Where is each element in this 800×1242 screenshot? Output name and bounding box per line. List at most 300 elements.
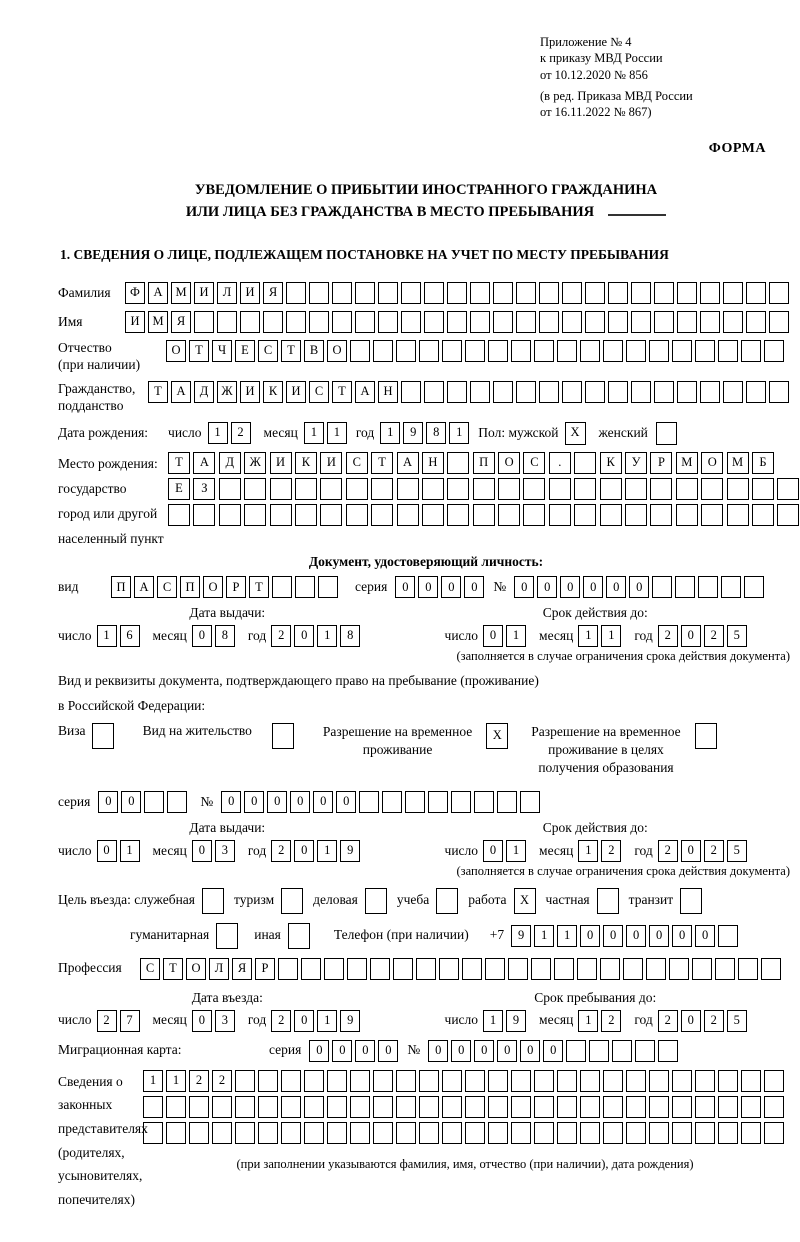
patronymic-cell[interactable] bbox=[396, 340, 416, 362]
patronymic-cell[interactable] bbox=[511, 340, 531, 362]
permit-number-cell[interactable] bbox=[451, 791, 471, 813]
patronymic-cell[interactable] bbox=[350, 340, 370, 362]
patronymic-cell[interactable]: В bbox=[304, 340, 324, 362]
stay-year-cell[interactable]: 0 bbox=[681, 1010, 701, 1032]
patronymic-cell[interactable] bbox=[373, 340, 393, 362]
permit-number-cell[interactable] bbox=[497, 791, 517, 813]
birthplace-cell[interactable] bbox=[574, 452, 596, 474]
representatives-cell[interactable] bbox=[350, 1070, 370, 1092]
birthplace-cell[interactable] bbox=[447, 452, 469, 474]
surname-cell[interactable] bbox=[424, 282, 444, 304]
id-valid-month-cell[interactable]: 1 bbox=[601, 625, 621, 647]
representatives-cell[interactable] bbox=[534, 1122, 554, 1144]
representatives-cell[interactable] bbox=[442, 1070, 462, 1092]
birthplace-cell[interactable] bbox=[727, 478, 749, 500]
id-number-cell[interactable] bbox=[721, 576, 741, 598]
representatives-cell[interactable] bbox=[557, 1070, 577, 1092]
birthplace-cell[interactable]: М bbox=[727, 452, 749, 474]
surname-cell[interactable] bbox=[401, 282, 421, 304]
birthplace-cell[interactable] bbox=[473, 504, 495, 526]
permit-number-cell[interactable]: 0 bbox=[313, 791, 333, 813]
patronymic-cell[interactable] bbox=[672, 340, 692, 362]
birthplace-cell[interactable]: А bbox=[397, 452, 419, 474]
birthplace-cell[interactable] bbox=[244, 504, 266, 526]
birthplace-cell[interactable]: Н bbox=[422, 452, 444, 474]
representatives-cell[interactable] bbox=[304, 1122, 324, 1144]
representatives-cell[interactable] bbox=[534, 1096, 554, 1118]
representatives-cell[interactable] bbox=[166, 1122, 186, 1144]
id-number-cell[interactable] bbox=[652, 576, 672, 598]
surname-cell[interactable] bbox=[608, 282, 628, 304]
representatives-cell[interactable] bbox=[465, 1070, 485, 1092]
representatives-cell[interactable] bbox=[212, 1122, 232, 1144]
representatives-cell[interactable] bbox=[580, 1070, 600, 1092]
representatives-cell[interactable] bbox=[626, 1096, 646, 1118]
patronymic-cell[interactable] bbox=[465, 340, 485, 362]
permit-number-cell[interactable]: 0 bbox=[221, 791, 241, 813]
representatives-cell[interactable] bbox=[695, 1122, 715, 1144]
id-issue-year-cell[interactable]: 2 bbox=[271, 625, 291, 647]
stay-year-cell[interactable]: 2 bbox=[658, 1010, 678, 1032]
representatives-cell[interactable] bbox=[557, 1122, 577, 1144]
surname-cell[interactable]: Я bbox=[263, 282, 283, 304]
birthplace-cell[interactable] bbox=[701, 478, 723, 500]
profession-cell[interactable] bbox=[416, 958, 436, 980]
surname-cell[interactable]: И bbox=[240, 282, 260, 304]
birthplace-cell[interactable]: Б bbox=[752, 452, 774, 474]
representatives-cell[interactable] bbox=[396, 1096, 416, 1118]
citizenship-cell[interactable] bbox=[723, 381, 743, 403]
entry-day-cell[interactable]: 7 bbox=[120, 1010, 140, 1032]
female-checkbox-cell[interactable] bbox=[656, 422, 677, 445]
id-type-cell[interactable] bbox=[318, 576, 338, 598]
permit-series-cell[interactable] bbox=[167, 791, 187, 813]
birthplace-cell[interactable] bbox=[270, 478, 292, 500]
phone-cell[interactable]: 0 bbox=[626, 925, 646, 947]
surname-cell[interactable] bbox=[332, 282, 352, 304]
citizenship-cell[interactable] bbox=[516, 381, 536, 403]
birthplace-cell[interactable]: К bbox=[295, 452, 317, 474]
purpose-transit-checkbox-cell[interactable] bbox=[680, 888, 702, 914]
id-valid-year-cell[interactable]: 5 bbox=[727, 625, 747, 647]
birthplace-cell[interactable] bbox=[650, 478, 672, 500]
citizenship-cell[interactable]: Т bbox=[148, 381, 168, 403]
birthplace-cell[interactable]: Т bbox=[371, 452, 393, 474]
phone-cell[interactable]: 9 bbox=[511, 925, 531, 947]
profession-cell[interactable] bbox=[623, 958, 643, 980]
mig-number-cell[interactable] bbox=[635, 1040, 655, 1062]
representatives-cell[interactable]: 1 bbox=[143, 1070, 163, 1092]
citizenship-cell[interactable] bbox=[424, 381, 444, 403]
permit-valid-year-cell[interactable]: 5 bbox=[727, 840, 747, 862]
surname-cell[interactable] bbox=[700, 282, 720, 304]
profession-cell[interactable]: Л bbox=[209, 958, 229, 980]
birthplace-cell[interactable] bbox=[752, 504, 774, 526]
birthplace-cell[interactable] bbox=[574, 478, 596, 500]
birthplace-cell[interactable] bbox=[295, 504, 317, 526]
permit-series-cell[interactable]: 0 bbox=[121, 791, 141, 813]
id-series-cell[interactable]: 0 bbox=[441, 576, 461, 598]
representatives-cell[interactable] bbox=[649, 1122, 669, 1144]
entry-year-cell[interactable]: 0 bbox=[294, 1010, 314, 1032]
citizenship-cell[interactable] bbox=[447, 381, 467, 403]
surname-cell[interactable] bbox=[447, 282, 467, 304]
patronymic-cell[interactable]: О bbox=[166, 340, 186, 362]
purpose-work-checkbox-cell[interactable]: X bbox=[514, 888, 536, 914]
purpose-official-checkbox-cell[interactable] bbox=[202, 888, 224, 914]
representatives-cell[interactable] bbox=[488, 1070, 508, 1092]
id-type-cell[interactable]: Р bbox=[226, 576, 246, 598]
citizenship-cell[interactable]: И bbox=[286, 381, 306, 403]
citizenship-cell[interactable] bbox=[700, 381, 720, 403]
patronymic-cell[interactable]: Ч bbox=[212, 340, 232, 362]
birth-day-cell[interactable]: 1 bbox=[208, 422, 228, 444]
representatives-cell[interactable] bbox=[281, 1070, 301, 1092]
id-valid-day-cell[interactable]: 0 bbox=[483, 625, 503, 647]
surname-cell[interactable] bbox=[539, 282, 559, 304]
permit-number-cell[interactable] bbox=[382, 791, 402, 813]
stay-month-cell[interactable]: 2 bbox=[601, 1010, 621, 1032]
birthplace-cell[interactable] bbox=[650, 504, 672, 526]
given-name-cell[interactable] bbox=[401, 311, 421, 333]
id-type-cell[interactable] bbox=[295, 576, 315, 598]
mig-number-cell[interactable]: 0 bbox=[520, 1040, 540, 1062]
entry-month-cell[interactable]: 3 bbox=[215, 1010, 235, 1032]
birthplace-cell[interactable] bbox=[270, 504, 292, 526]
mig-series-cell[interactable]: 0 bbox=[378, 1040, 398, 1062]
birthplace-cell[interactable] bbox=[777, 478, 799, 500]
citizenship-cell[interactable]: А bbox=[171, 381, 191, 403]
representatives-cell[interactable] bbox=[419, 1070, 439, 1092]
profession-cell[interactable] bbox=[393, 958, 413, 980]
birthplace-cell[interactable] bbox=[676, 478, 698, 500]
given-name-cell[interactable] bbox=[447, 311, 467, 333]
surname-cell[interactable] bbox=[286, 282, 306, 304]
patronymic-cell[interactable] bbox=[488, 340, 508, 362]
stay-day-cell[interactable]: 1 bbox=[483, 1010, 503, 1032]
representatives-cell[interactable]: 2 bbox=[212, 1070, 232, 1092]
mig-number-cell[interactable] bbox=[566, 1040, 586, 1062]
representatives-cell[interactable]: 1 bbox=[166, 1070, 186, 1092]
representatives-cell[interactable] bbox=[350, 1122, 370, 1144]
given-name-cell[interactable] bbox=[286, 311, 306, 333]
profession-cell[interactable] bbox=[715, 958, 735, 980]
representatives-cell[interactable] bbox=[672, 1122, 692, 1144]
surname-cell[interactable]: И bbox=[194, 282, 214, 304]
representatives-cell[interactable]: 2 bbox=[189, 1070, 209, 1092]
representatives-cell[interactable] bbox=[580, 1122, 600, 1144]
representatives-cell[interactable] bbox=[603, 1096, 623, 1118]
birthplace-cell[interactable] bbox=[320, 478, 342, 500]
surname-cell[interactable] bbox=[723, 282, 743, 304]
representatives-cell[interactable] bbox=[258, 1122, 278, 1144]
id-number-cell[interactable]: 0 bbox=[514, 576, 534, 598]
patronymic-cell[interactable]: Т bbox=[281, 340, 301, 362]
profession-cell[interactable] bbox=[370, 958, 390, 980]
permit-issue-day-cell[interactable]: 1 bbox=[120, 840, 140, 862]
given-name-cell[interactable] bbox=[217, 311, 237, 333]
citizenship-cell[interactable]: К bbox=[263, 381, 283, 403]
birthplace-cell[interactable] bbox=[295, 478, 317, 500]
representatives-cell[interactable] bbox=[741, 1070, 761, 1092]
birthplace-cell[interactable] bbox=[193, 504, 215, 526]
representatives-cell[interactable] bbox=[695, 1096, 715, 1118]
given-name-cell[interactable] bbox=[194, 311, 214, 333]
patronymic-cell[interactable] bbox=[534, 340, 554, 362]
birthplace-cell[interactable] bbox=[727, 504, 749, 526]
given-name-cell[interactable] bbox=[470, 311, 490, 333]
profession-cell[interactable]: Р bbox=[255, 958, 275, 980]
permit-issue-year-cell[interactable]: 1 bbox=[317, 840, 337, 862]
mig-number-cell[interactable]: 0 bbox=[497, 1040, 517, 1062]
representatives-cell[interactable] bbox=[396, 1122, 416, 1144]
permit-number-cell[interactable] bbox=[359, 791, 379, 813]
birthplace-cell[interactable] bbox=[473, 478, 495, 500]
permit-number-cell[interactable] bbox=[405, 791, 425, 813]
surname-cell[interactable] bbox=[746, 282, 766, 304]
birthplace-cell[interactable] bbox=[219, 504, 241, 526]
patronymic-cell[interactable] bbox=[603, 340, 623, 362]
given-name-cell[interactable] bbox=[562, 311, 582, 333]
birthplace-cell[interactable] bbox=[371, 478, 393, 500]
representatives-cell[interactable] bbox=[626, 1070, 646, 1092]
representatives-cell[interactable] bbox=[143, 1122, 163, 1144]
id-type-cell[interactable]: П bbox=[180, 576, 200, 598]
permit-valid-month-cell[interactable]: 2 bbox=[601, 840, 621, 862]
profession-cell[interactable]: Т bbox=[163, 958, 183, 980]
birthplace-cell[interactable]: С bbox=[523, 452, 545, 474]
patronymic-cell[interactable]: О bbox=[327, 340, 347, 362]
surname-cell[interactable] bbox=[677, 282, 697, 304]
profession-cell[interactable]: С bbox=[140, 958, 160, 980]
permit-number-cell[interactable] bbox=[520, 791, 540, 813]
birth-year-cell[interactable]: 9 bbox=[403, 422, 423, 444]
representatives-cell[interactable] bbox=[235, 1122, 255, 1144]
citizenship-cell[interactable] bbox=[746, 381, 766, 403]
surname-cell[interactable]: Л bbox=[217, 282, 237, 304]
citizenship-cell[interactable] bbox=[654, 381, 674, 403]
citizenship-cell[interactable]: И bbox=[240, 381, 260, 403]
birth-year-cell[interactable]: 1 bbox=[380, 422, 400, 444]
permit-issue-month-cell[interactable]: 0 bbox=[192, 840, 212, 862]
representatives-cell[interactable] bbox=[511, 1096, 531, 1118]
profession-cell[interactable] bbox=[485, 958, 505, 980]
profession-cell[interactable] bbox=[577, 958, 597, 980]
surname-cell[interactable]: Ф bbox=[125, 282, 145, 304]
patronymic-cell[interactable] bbox=[649, 340, 669, 362]
birth-year-cell[interactable]: 1 bbox=[449, 422, 469, 444]
given-name-cell[interactable] bbox=[378, 311, 398, 333]
mig-number-cell[interactable]: 0 bbox=[451, 1040, 471, 1062]
birthplace-cell[interactable] bbox=[498, 504, 520, 526]
permit-valid-day-cell[interactable]: 1 bbox=[506, 840, 526, 862]
given-name-cell[interactable] bbox=[355, 311, 375, 333]
given-name-cell[interactable] bbox=[700, 311, 720, 333]
birthplace-cell[interactable] bbox=[523, 504, 545, 526]
purpose-other-checkbox-cell[interactable] bbox=[288, 923, 310, 949]
birthplace-cell[interactable]: У bbox=[625, 452, 647, 474]
stay-month-cell[interactable]: 1 bbox=[578, 1010, 598, 1032]
patronymic-cell[interactable]: С bbox=[258, 340, 278, 362]
birthplace-cell[interactable] bbox=[574, 504, 596, 526]
surname-cell[interactable] bbox=[562, 282, 582, 304]
given-name-cell[interactable] bbox=[332, 311, 352, 333]
birthplace-cell[interactable]: О bbox=[701, 452, 723, 474]
representatives-cell[interactable] bbox=[672, 1070, 692, 1092]
id-valid-year-cell[interactable]: 2 bbox=[658, 625, 678, 647]
given-name-cell[interactable] bbox=[654, 311, 674, 333]
representatives-cell[interactable] bbox=[419, 1122, 439, 1144]
representatives-cell[interactable] bbox=[764, 1122, 784, 1144]
citizenship-cell[interactable]: С bbox=[309, 381, 329, 403]
id-number-cell[interactable]: 0 bbox=[560, 576, 580, 598]
birthplace-cell[interactable]: Д bbox=[219, 452, 241, 474]
representatives-cell[interactable] bbox=[419, 1096, 439, 1118]
permit-valid-day-cell[interactable]: 0 bbox=[483, 840, 503, 862]
surname-cell[interactable] bbox=[654, 282, 674, 304]
representatives-cell[interactable] bbox=[603, 1070, 623, 1092]
citizenship-cell[interactable] bbox=[585, 381, 605, 403]
id-number-cell[interactable]: 0 bbox=[583, 576, 603, 598]
purpose-study-checkbox-cell[interactable] bbox=[436, 888, 458, 914]
representatives-cell[interactable] bbox=[258, 1096, 278, 1118]
representatives-cell[interactable] bbox=[695, 1070, 715, 1092]
mig-number-cell[interactable]: 0 bbox=[474, 1040, 494, 1062]
given-name-cell[interactable] bbox=[539, 311, 559, 333]
patronymic-cell[interactable] bbox=[764, 340, 784, 362]
id-number-cell[interactable] bbox=[744, 576, 764, 598]
birthplace-cell[interactable] bbox=[397, 478, 419, 500]
id-series-cell[interactable]: 0 bbox=[418, 576, 438, 598]
id-issue-month-cell[interactable]: 8 bbox=[215, 625, 235, 647]
id-number-cell[interactable] bbox=[675, 576, 695, 598]
patronymic-cell[interactable]: Е bbox=[235, 340, 255, 362]
purpose-humanitarian-checkbox-cell[interactable] bbox=[216, 923, 238, 949]
representatives-cell[interactable] bbox=[741, 1122, 761, 1144]
birthplace-cell[interactable] bbox=[549, 504, 571, 526]
representatives-cell[interactable] bbox=[396, 1070, 416, 1092]
patronymic-cell[interactable] bbox=[626, 340, 646, 362]
permit-number-cell[interactable] bbox=[474, 791, 494, 813]
id-series-cell[interactable]: 0 bbox=[395, 576, 415, 598]
residence-permit-checkbox-cell[interactable] bbox=[272, 723, 294, 749]
representatives-cell[interactable] bbox=[442, 1096, 462, 1118]
representatives-cell[interactable] bbox=[304, 1096, 324, 1118]
id-type-cell[interactable]: С bbox=[157, 576, 177, 598]
representatives-cell[interactable] bbox=[350, 1096, 370, 1118]
patronymic-cell[interactable] bbox=[419, 340, 439, 362]
representatives-cell[interactable] bbox=[189, 1096, 209, 1118]
birthplace-cell[interactable] bbox=[498, 478, 520, 500]
given-name-cell[interactable] bbox=[723, 311, 743, 333]
given-name-cell[interactable] bbox=[424, 311, 444, 333]
birthplace-cell[interactable]: А bbox=[193, 452, 215, 474]
birth-year-cell[interactable]: 8 bbox=[426, 422, 446, 444]
birth-day-cell[interactable]: 2 bbox=[231, 422, 251, 444]
representatives-cell[interactable] bbox=[304, 1070, 324, 1092]
profession-cell[interactable] bbox=[669, 958, 689, 980]
citizenship-cell[interactable] bbox=[677, 381, 697, 403]
representatives-cell[interactable] bbox=[465, 1096, 485, 1118]
id-number-cell[interactable]: 0 bbox=[537, 576, 557, 598]
permit-number-cell[interactable]: 0 bbox=[267, 791, 287, 813]
birthplace-cell[interactable]: Ж bbox=[244, 452, 266, 474]
birthplace-cell[interactable]: И bbox=[320, 452, 342, 474]
purpose-business-checkbox-cell[interactable] bbox=[365, 888, 387, 914]
surname-cell[interactable]: А bbox=[148, 282, 168, 304]
given-name-cell[interactable]: М bbox=[148, 311, 168, 333]
permit-series-cell[interactable]: 0 bbox=[98, 791, 118, 813]
permit-valid-year-cell[interactable]: 2 bbox=[658, 840, 678, 862]
birthplace-cell[interactable] bbox=[422, 478, 444, 500]
birthplace-cell[interactable] bbox=[549, 478, 571, 500]
representatives-cell[interactable] bbox=[327, 1122, 347, 1144]
id-type-cell[interactable]: А bbox=[134, 576, 154, 598]
given-name-cell[interactable] bbox=[746, 311, 766, 333]
stay-year-cell[interactable]: 2 bbox=[704, 1010, 724, 1032]
phone-cell[interactable]: 1 bbox=[557, 925, 577, 947]
patronymic-cell[interactable] bbox=[741, 340, 761, 362]
birthplace-cell[interactable] bbox=[320, 504, 342, 526]
representatives-cell[interactable] bbox=[373, 1122, 393, 1144]
id-valid-year-cell[interactable]: 0 bbox=[681, 625, 701, 647]
birthplace-cell[interactable] bbox=[625, 478, 647, 500]
mig-number-cell[interactable] bbox=[658, 1040, 678, 1062]
id-valid-year-cell[interactable]: 2 bbox=[704, 625, 724, 647]
patronymic-cell[interactable] bbox=[695, 340, 715, 362]
id-issue-day-cell[interactable]: 6 bbox=[120, 625, 140, 647]
birthplace-cell[interactable] bbox=[397, 504, 419, 526]
representatives-cell[interactable] bbox=[189, 1122, 209, 1144]
id-number-cell[interactable] bbox=[698, 576, 718, 598]
id-valid-day-cell[interactable]: 1 bbox=[506, 625, 526, 647]
given-name-cell[interactable] bbox=[493, 311, 513, 333]
id-number-cell[interactable]: 0 bbox=[606, 576, 626, 598]
given-name-cell[interactable] bbox=[585, 311, 605, 333]
birth-month-cell[interactable]: 1 bbox=[327, 422, 347, 444]
mig-number-cell[interactable] bbox=[589, 1040, 609, 1062]
representatives-cell[interactable] bbox=[649, 1096, 669, 1118]
given-name-cell[interactable] bbox=[631, 311, 651, 333]
phone-cell[interactable]: 0 bbox=[695, 925, 715, 947]
purpose-private-checkbox-cell[interactable] bbox=[597, 888, 619, 914]
surname-cell[interactable] bbox=[470, 282, 490, 304]
profession-cell[interactable]: О bbox=[186, 958, 206, 980]
representatives-cell[interactable] bbox=[281, 1096, 301, 1118]
profession-cell[interactable]: Я bbox=[232, 958, 252, 980]
entry-year-cell[interactable]: 1 bbox=[317, 1010, 337, 1032]
representatives-cell[interactable] bbox=[511, 1122, 531, 1144]
birthplace-cell[interactable]: З bbox=[193, 478, 215, 500]
profession-cell[interactable] bbox=[738, 958, 758, 980]
birthplace-cell[interactable] bbox=[625, 504, 647, 526]
representatives-cell[interactable] bbox=[212, 1096, 232, 1118]
permit-issue-year-cell[interactable]: 0 bbox=[294, 840, 314, 862]
entry-month-cell[interactable]: 0 bbox=[192, 1010, 212, 1032]
phone-cell[interactable]: 0 bbox=[672, 925, 692, 947]
mig-number-cell[interactable]: 0 bbox=[543, 1040, 563, 1062]
permit-issue-day-cell[interactable]: 0 bbox=[97, 840, 117, 862]
representatives-cell[interactable] bbox=[649, 1070, 669, 1092]
birthplace-cell[interactable] bbox=[600, 504, 622, 526]
surname-cell[interactable] bbox=[631, 282, 651, 304]
permit-number-cell[interactable]: 0 bbox=[290, 791, 310, 813]
permit-valid-year-cell[interactable]: 0 bbox=[681, 840, 701, 862]
citizenship-cell[interactable]: А bbox=[355, 381, 375, 403]
birthplace-cell[interactable]: Т bbox=[168, 452, 190, 474]
id-series-cell[interactable]: 0 bbox=[464, 576, 484, 598]
surname-cell[interactable] bbox=[309, 282, 329, 304]
